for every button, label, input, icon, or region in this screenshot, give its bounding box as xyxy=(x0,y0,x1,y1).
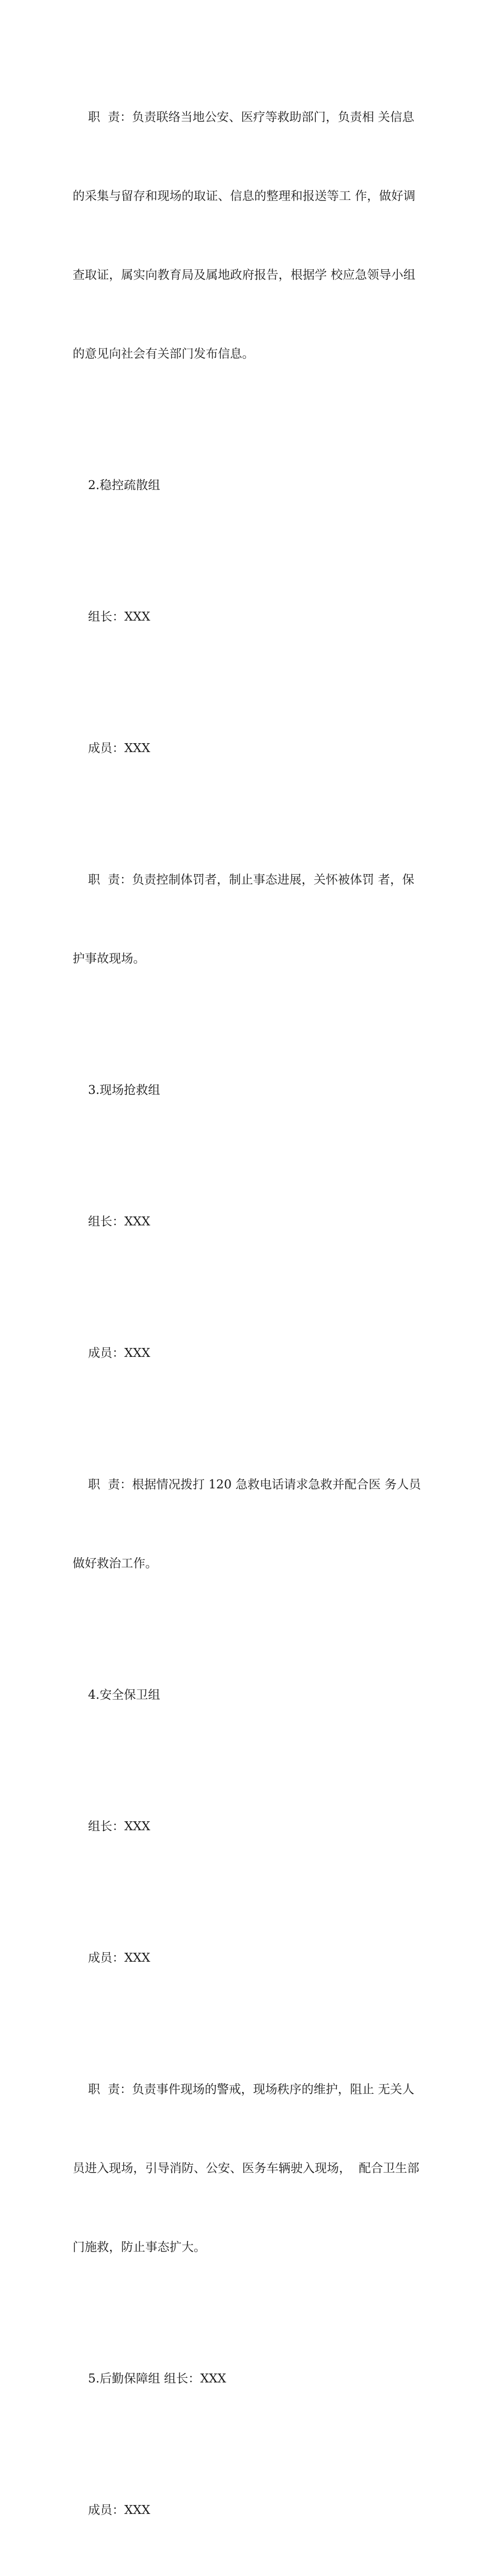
group-2-leader xyxy=(73,551,436,683)
text-line: 职 责：负责联络当地公安、医疗等救助部门，负责相 关信息 xyxy=(73,110,415,124)
members-line: 成员：XXX xyxy=(73,1346,151,1360)
members-line: 成员：XXX xyxy=(73,742,151,755)
group-3-title xyxy=(73,1025,436,1156)
section-heading: 4.安全保卫组 xyxy=(73,1688,161,1702)
text-line: 的意见向社会有关部门发布信息。 xyxy=(73,347,254,361)
text-line: 做好救治工作。 xyxy=(73,1557,157,1570)
text-line: 职 责：负责事件现场的警戒，现场秩序的维护，阻止 无关人 xyxy=(73,2083,415,2096)
group-3-leader xyxy=(73,1156,436,1287)
text-line: 门施救，防止事态扩大。 xyxy=(73,2240,206,2254)
group-3-members xyxy=(73,1287,436,1419)
section-heading: 3.现场抢救组 xyxy=(73,1083,161,1097)
text-line: 职 责：负责控制体罚者，制止事态进展，关怀被体罚 者，保 xyxy=(73,873,415,887)
group-5-title xyxy=(73,2313,436,2445)
document-body xyxy=(73,52,436,2576)
duty-paragraph-1 xyxy=(73,52,436,420)
group-2-duty xyxy=(73,814,436,1025)
group-3-duty xyxy=(73,1419,436,1629)
group-4-leader xyxy=(73,1761,436,1892)
text-line: 护事故现场。 xyxy=(73,952,145,966)
text-line: 的采集与留存和现场的取证、信息的整理和报送等工 作，做好调 xyxy=(73,189,416,203)
section-heading: 2.稳控疏散组 xyxy=(73,479,161,492)
group-5-members xyxy=(73,2445,436,2576)
group-4-members xyxy=(73,1892,436,2024)
section-heading: 5.后勤保障组 组长：XXX xyxy=(73,2372,226,2386)
group-2-title xyxy=(73,420,436,551)
members-line: 成员：XXX xyxy=(73,2503,151,2517)
group-2-members xyxy=(73,683,436,814)
leader-line: 组长：XXX xyxy=(73,1820,151,1833)
text-line: 查取证，属实向教育局及属地政府报告，根据学 校应急领导小组 xyxy=(73,268,416,282)
text-line: 职 责：根据情况拨打 120 急救电话请求急救并配合医 务人员 xyxy=(73,1478,421,1492)
text-line: 员进入现场，引导消防、公安、医务车辆驶入现场， 配合卫生部 xyxy=(73,2162,419,2175)
leader-line: 组长：XXX xyxy=(73,610,151,624)
members-line: 成员：XXX xyxy=(73,1951,151,1965)
group-4-title xyxy=(73,1629,436,1761)
leader-line: 组长：XXX xyxy=(73,1215,151,1229)
group-4-duty xyxy=(73,2024,436,2313)
